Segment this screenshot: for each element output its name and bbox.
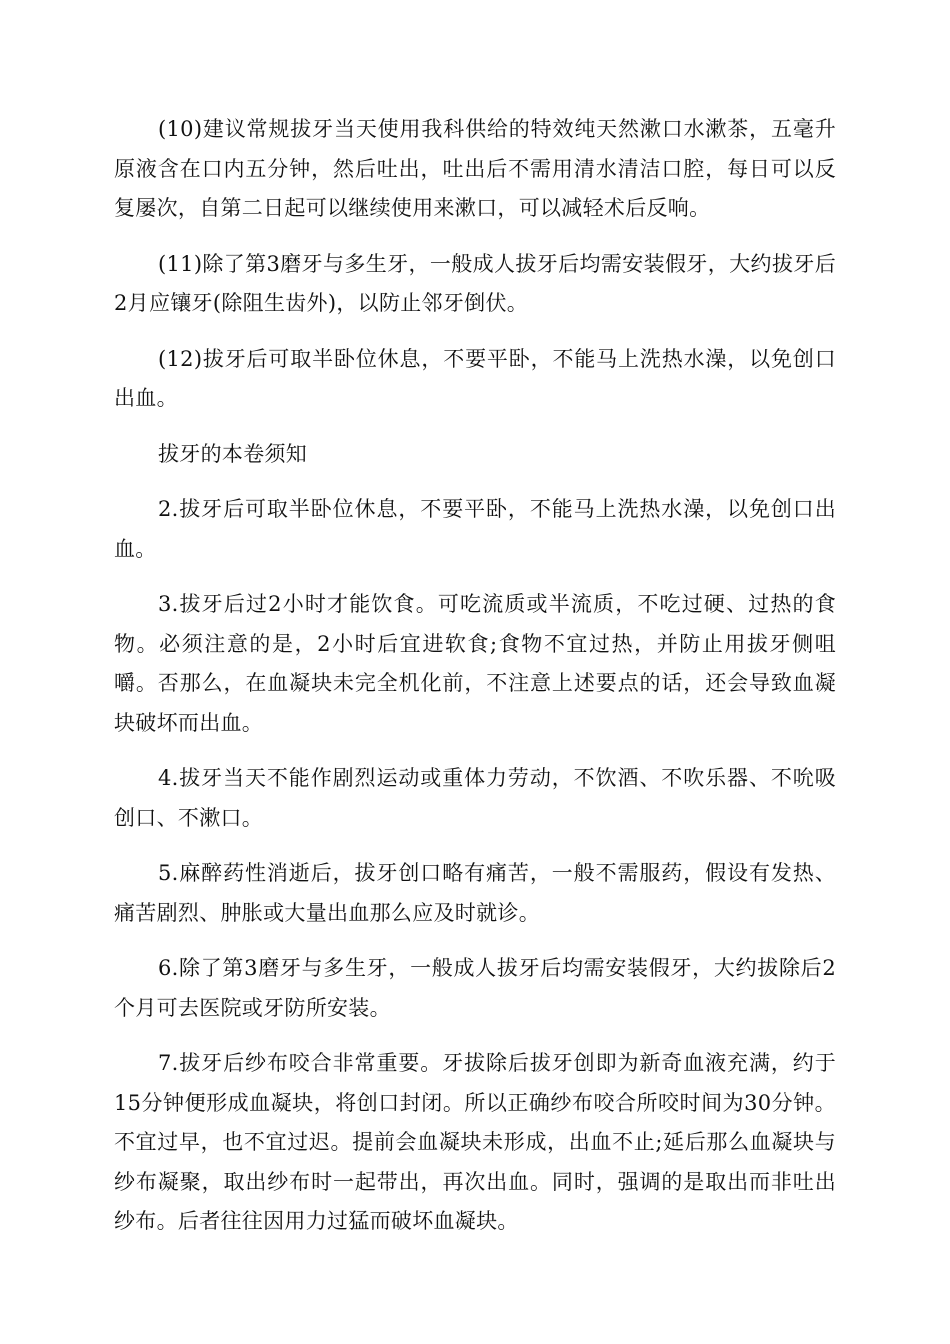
note-7: 7.拔牙后纱布咬合非常重要。牙拔除后拔牙创即为新奇血液充满，约于15分钟便形成血凝块，将创口封闭。所以正确纱布咬合所咬时间为30分钟。不宜过早，也不宜过迟。提前会血凝块未形成，出血不止;延后那么血凝块与纱布凝聚，取出纱布时一起带出，再次出血。同时，强调的是取出而非吐出纱布。后者往往因用力过猛而破坏血凝块。	[114, 1051, 836, 1233]
note-5: 5.麻醉药性消逝后，拔牙创口略有痛苦，一般不需服药，假设有发热、痛苦剧烈、肿胀或大量出血那么应及时就诊。	[114, 861, 836, 925]
document-body	[114, 110, 836, 1258]
paragraph-10: (10)建议常规拔牙当天使用我科供给的特效纯天然漱口水漱茶，五毫升原液含在口内五分钟，然后吐出，吐出后不需用清水清洁口腔，每日可以反复屡次，自第二日起可以继续使用来漱口，可以减轻术后反响。	[114, 117, 836, 220]
note-6: 6.除了第3磨牙与多生牙，一般成人拔牙后均需安装假牙，大约拔除后2个月可去医院或牙防所安装。	[114, 956, 836, 1020]
paragraph-12: (12)拔牙后可取半卧位休息，不要平卧，不能马上洗热水澡，以免创口出血。	[114, 346, 836, 410]
section-heading: 拔牙的本卷须知	[158, 441, 308, 466]
note-3: 3.拔牙后过2小时才能饮食。可吃流质或半流质，不吃过硬、过热的食物。必须注意的是，2小时后宜进软食;食物不宜过热，并防止用拔牙侧咀嚼。否那么，在血凝块未完全机化前，不注意上述要点的话，还会导致血凝块破坏而出血。	[114, 592, 836, 735]
note-2: 2.拔牙后可取半卧位休息，不要平卧，不能马上洗热水澡，以免创口出血。	[114, 497, 836, 561]
note-4: 4.拔牙当天不能作剧烈运动或重体力劳动，不饮酒、不吹乐器、不吮吸创口、不漱口。	[114, 766, 836, 830]
paragraph-11: (11)除了第3磨牙与多生牙，一般成人拔牙后均需安装假牙，大约拔牙后2月应镶牙(除阻生齿外)，以防止邻牙倒伏。	[114, 251, 836, 315]
